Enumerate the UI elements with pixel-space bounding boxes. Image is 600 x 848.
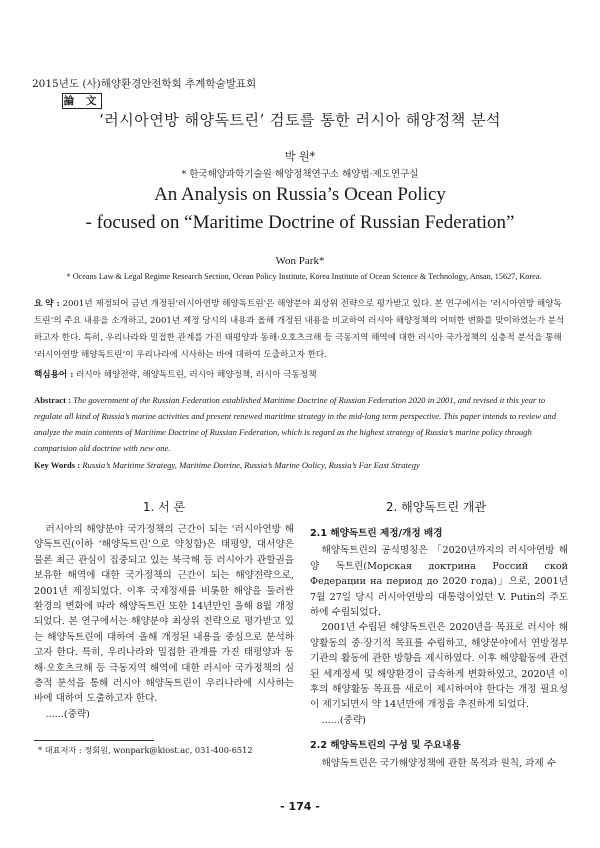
- page-number: - 174 -: [280, 800, 320, 813]
- korean-abstract-text: 2001년 제정되어 금년 개정된'러시아연방 해양독트린'은 해양분야 최상위 전략으로 평가받고 있다. 본 연구에서는 ‘러시아연방 해양독트린’의 주요 내용을 소개하고, 2001년 제정 당시의 내용과 올해 개정된 내용을 비교하여 러시아 해양정책의 어떠한 변화를 맞이하였는가 분석하고자 한다. 특히, 우리나라와 밀접한 관계를 가진 태평양과 동해·오호츠크해 등 극동지역 해역에 대한 러시아 국가정책의 심층적 분석을 통해 ‘러시아연방 해양독트린’이 우리나라에 시사하는 바에 대하여 도출하고자 한다.: [34, 299, 565, 360]
- footnote: * 대표저자 : 정회원, wonpark@kiost.ac, 031-400-6512: [38, 745, 253, 755]
- korean-affiliation: * 한국해양과학기술원 해양정책연구소 해양법·제도연구실: [181, 169, 419, 180]
- english-title-line2: - focused on “Maritime Doctrine of Russian Federation”: [85, 212, 515, 233]
- korean-author: 박 원*: [284, 150, 316, 163]
- subsection-2-1-heading: 2.1 해양독트린 제정/개정 배경: [310, 528, 443, 539]
- korean-keywords-label: 핵심용어 :: [34, 370, 74, 380]
- korean-abstract-label: 요 약 :: [34, 299, 60, 309]
- english-title-line1: An Analysis on Russia’s Ocean Policy: [154, 184, 446, 205]
- introduction-omitted: ......(중략): [45, 708, 90, 720]
- english-author: Won Park*: [275, 255, 325, 267]
- english-abstract: [34, 392, 568, 456]
- introduction-paragraph: 러시아의 해양분야 국가정책의 근간이 되는 ‘러시아연방 해양독트린(이하 ‘해양독트린’으로 약칭함)은 태평양, 대서양은 물론 최근 관심이 집중되고 있는 북극해 등 러시아가 관할권을 보유한 해역에 대한 국가정책의 근간이 되는 해양전략으로, 2001년 제정되었다. 이후 국제정세를 비롯한 해양을 둘러싼 환경의 변화에 따라 해양독트린 또한 14년만인 올해 8월 개정되었다. 본 연구에서는 해양분야 최상위 전략으로 평가받고 있는 해양독트린에 대하여 올해 개정된 내용을 중심으로 분석하고자 한다. 특히, 우리나라와 밀접한 관계를 가진 태평양과 동해·오호츠크해 등 극동지역 해역에 대한 러시아 국가정책의 심층적 분석을 통해 러시아 해양독트린이 우리나라에 시사하는 바에 대하여 도출하고자 한다.: [34, 524, 294, 705]
- english-keywords-text: Russia’s Maritime Strategy, Maritime Dotrine, Russia’s Marine Oolicy, Russia’s Far East Strategy: [82, 460, 420, 470]
- korean-title: ‘러시아연방 해양독트린’ 검토를 통한 러시아 해양정책 분석: [99, 111, 501, 129]
- korean-keywords-text: 러시아 해양전략, 해양독트린, 러시아 해양정책, 러시아 극동정책: [76, 370, 317, 380]
- subsection-2-1-omitted: ......(중략): [321, 714, 366, 726]
- section2-heading: 2. 해양독트린 개관: [385, 500, 487, 514]
- section1-heading: 1. 서 론: [142, 500, 186, 514]
- english-abstract-text: The government of the Russian Federation established Maritime Doctrine of Russian Federation 2020 in 2001, and revised it this year to regulate all kind of Russia’s marine activities and present renewed maritime strategy in the mid-long term perspective. This paper intends to review and analyze the main contents of Maritime Doctrine of Russian Federation, which is regard as the highest strategy of Russia’s marine policy through comparision old doctrine with new one.: [34, 395, 556, 453]
- left-column: [34, 522, 294, 722]
- subsection-2-2-paragraph: 해양독트린은 국가해양정책에 관한 목적과 원칙, 과제 수: [321, 757, 557, 769]
- conference-header: 2015년도 (사)해양환경안전학회 추계학술발표회: [32, 78, 257, 90]
- subsection-2-1-paragraph-1: 해양독트린의 공식명칭은 「2020년까지의 러시아연방 해양 독트린(Морская доктрина Россий ской Федерации на период до 2020 года)」으로, 2001년 7월 27일 당시 러시아연방의 대통령이었던 V. Putin의 주도 하에 수립되었다.: [310, 545, 568, 619]
- english-affiliation: * Oceans Law & Legal Regime Research Section, Ocean Policy Institute, Korea Institute of Ocean Science & Technology, Ansan, 15627, Korea.: [66, 272, 542, 281]
- english-abstract-label: Abstract :: [34, 395, 71, 405]
- subsection-2-1-paragraph-2: 2001년 수립된 해양독트린은 2020년을 목표로 러시아 해양활동의 중·장기적 목표를 수립하고, 해양분야에서 연방정부기관의 활동에 관한 방향을 제시하였다. 이후 해양활동에 관련된 세계정세 및 해양환경이 급속하게 변화하였고, 2020년 이후의 해양활동 목표를 새로이 제시하여야 한다는 개정 필요성이 제기되면서 약 14년만에 개정을 추진하게 되었다.: [310, 622, 568, 711]
- english-keywords-label: Key Words :: [34, 460, 81, 470]
- subsection-2-2-heading: 2.2 해양독트린의 구성 및 주요내용: [310, 740, 461, 752]
- korean-abstract: [34, 296, 568, 364]
- article-type-tag: 論 文: [63, 95, 101, 107]
- right-column: [310, 522, 568, 771]
- footnote-divider: [34, 740, 154, 741]
- english-keywords: [34, 460, 420, 470]
- korean-keywords: [34, 368, 317, 380]
